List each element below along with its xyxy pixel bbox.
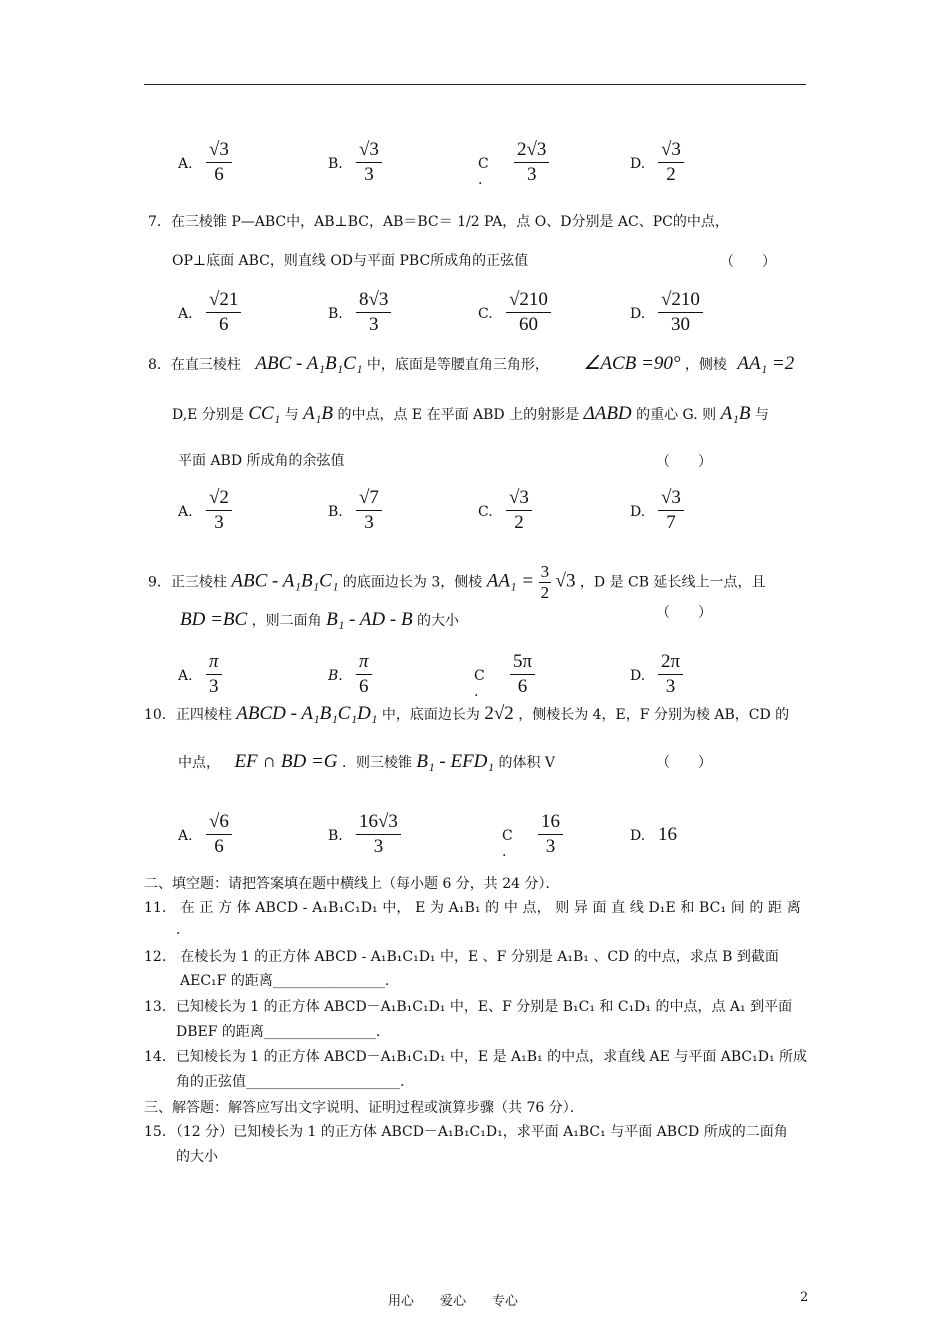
page-number: 2 xyxy=(800,1290,809,1305)
q9-line1: 9．正三棱柱 ABC - A₁B₁C₁ 的底面边长为 3，侧棱 AA₁ = $\frac{3}{2}$ √3 ，D 是 CB 延长线上一点，且 xyxy=(148,562,766,602)
q7-answer-paren: （ ） xyxy=(720,254,776,270)
q6-options: A. $\frac{√3}{6}$ B. $\frac{√3}{3}$ C . $\frac{2√3}{3}$ D. $\frac{√3}{2}$ xyxy=(178,138,738,198)
fraction: $\frac{√21}{6}$ xyxy=(206,288,241,337)
fraction: $\frac{\pi}{3}$ xyxy=(206,650,222,699)
q15-line2: 的大小 xyxy=(176,1149,218,1165)
q11-line2: ． xyxy=(176,922,190,938)
q12-line2: AEC₁F 的距离________________. xyxy=(180,973,390,989)
q9-line2: BD =BC ，则二面角 B₁ - AD - B 的大小 xyxy=(180,609,460,630)
q9-options: A. $\frac{\pi}{3}$ B. $\frac{\pi}{6}$ C . $\frac{5\pi}{6}$ D. $\frac{2\pi}{3}$ xyxy=(178,650,738,710)
fraction: $\frac{√3}{2}$ xyxy=(506,486,532,535)
q15-line1: 15．（12 分）已知棱长为 1 的正方体 ABCD－A₁B₁C₁D₁，求平面 A₁BC₁ 与平面 ABCD 所成的二面角 xyxy=(144,1124,788,1140)
q7-line2: OP⊥底面 ABC，则直线 OD与平面 PBC所成角的正弦值 xyxy=(172,253,529,269)
fraction: $\frac{√6}{6}$ xyxy=(206,810,232,859)
q10-answer-paren: （ ） xyxy=(656,755,712,771)
q8-line2: D,E 分别是 CC₁ 与 A₁B 的中点，点 E 在平面 ABD 上的射影是 ΔABD 的重心 G. 则 A₁B 与 xyxy=(172,403,769,424)
q7-options: A. $\frac{√21}{6}$ B. $\frac{8√3}{3}$ C. $\frac{√210}{60}$ D. $\frac{√210}{30}$ xyxy=(178,288,738,348)
fraction: $\frac{8√3}{3}$ xyxy=(356,288,391,337)
fraction: $\frac{√3}{7}$ xyxy=(658,486,684,535)
fraction: $\frac{√210}{30}$ xyxy=(658,288,703,337)
q10-line1: 10．正四棱柱 ABCD - A₁B₁C₁D₁ 中，底面边长为 2√2 ，侧棱长为 4，E，F 分别为棱 AB，CD 的 xyxy=(144,703,790,724)
fraction: $\frac{2\pi}{3}$ xyxy=(658,650,683,699)
fraction: $\frac{√210}{60}$ xyxy=(506,288,551,337)
fraction: $\frac{16}{3}$ xyxy=(538,810,563,859)
q11-line1: 11． 在 正 方 体 ABCD - A₁B₁C₁D₁ 中， E 为 A₁B₁ 的 中 点， 则 异 面 直 线 D₁E 和 BC₁ 间 的 距 离 xyxy=(144,900,801,916)
q14-line1: 14．已知棱长为 1 的正方体 ABCD－A₁B₁C₁D₁ 中，E 是 A₁B₁ 的中点，求直线 AE 与平面 ABC₁D₁ 所成 xyxy=(144,1049,808,1065)
q8-answer-paren: （ ） xyxy=(656,454,712,470)
section-3-heading: 三、解答题：解答应写出文字说明、证明过程或演算步骤（共 76 分）． xyxy=(144,1100,584,1116)
q12-line1: 12． 在棱长为 1 的正方体 ABCD - A₁B₁C₁D₁ 中，E 、F 分别是 A₁B₁ 、CD 的中点，求点 B 到截面 xyxy=(144,949,779,965)
q10-options: A. $\frac{√6}{6}$ B. $\frac{16√3}{3}$ C . $\frac{16}{3}$ D. 16 xyxy=(178,811,677,860)
q8-line1: 8．在直三棱柱 ABC - A₁B₁C₁ 中，底面是等腰直角三角形， ∠ACB =90° ，侧棱 AA₁ =2 xyxy=(148,353,795,374)
fraction: $\frac{16√3}{3}$ xyxy=(356,810,401,859)
fraction: $\frac{√7}{3}$ xyxy=(356,486,382,535)
q10-line2: 中点， EF ∩ BD =G ．则三棱锥 B₁ - EFD₁ 的体积 V xyxy=(178,751,556,772)
fraction: $\frac{√3}{2}$ xyxy=(658,138,684,187)
fraction: $\frac{2√3}{3}$ xyxy=(514,138,549,187)
q13-line1: 13．已知棱长为 1 的正方体 ABCD－A₁B₁C₁D₁ 中，E、F 分别是 B₁C₁ 和 C₁D₁ 的中点，点 A₁ 到平面 xyxy=(144,999,793,1015)
q8-line3: 平面 ABD 所成角的余弦值 xyxy=(178,453,345,469)
fraction: $\frac{√3}{6}$ xyxy=(206,138,232,187)
q7-line1: 7．在三棱锥 P—ABC中，AB⊥BC，AB＝BC＝ 1/2 PA，点 O、D分别是 AC、PC的中点， xyxy=(148,214,729,230)
header-rule xyxy=(144,84,806,85)
q9-fraction: $\frac{3}{2}$ xyxy=(540,562,550,602)
section-2-heading: 二、填空题：请把答案填在题中横线上（每小题 6 分，共 24 分）． xyxy=(144,876,560,892)
fraction: $\frac{\pi}{6}$ xyxy=(356,650,372,699)
footer-motto: 用心 爱心 专心 xyxy=(388,1294,519,1309)
q14-line2: 角的正弦值______________________. xyxy=(176,1074,405,1090)
q13-line2: DBEF 的距离________________. xyxy=(176,1024,381,1040)
q9-answer-paren: （ ） xyxy=(656,605,712,621)
fraction: $\frac{√3}{3}$ xyxy=(356,138,382,187)
fraction: $\frac{5\pi}{6}$ xyxy=(510,650,535,699)
q8-options: A. $\frac{√2}{3}$ B. $\frac{√7}{3}$ C. $\frac{√3}{2}$ D. $\frac{√3}{7}$ xyxy=(178,486,738,546)
fraction: $\frac{√2}{3}$ xyxy=(206,486,232,535)
